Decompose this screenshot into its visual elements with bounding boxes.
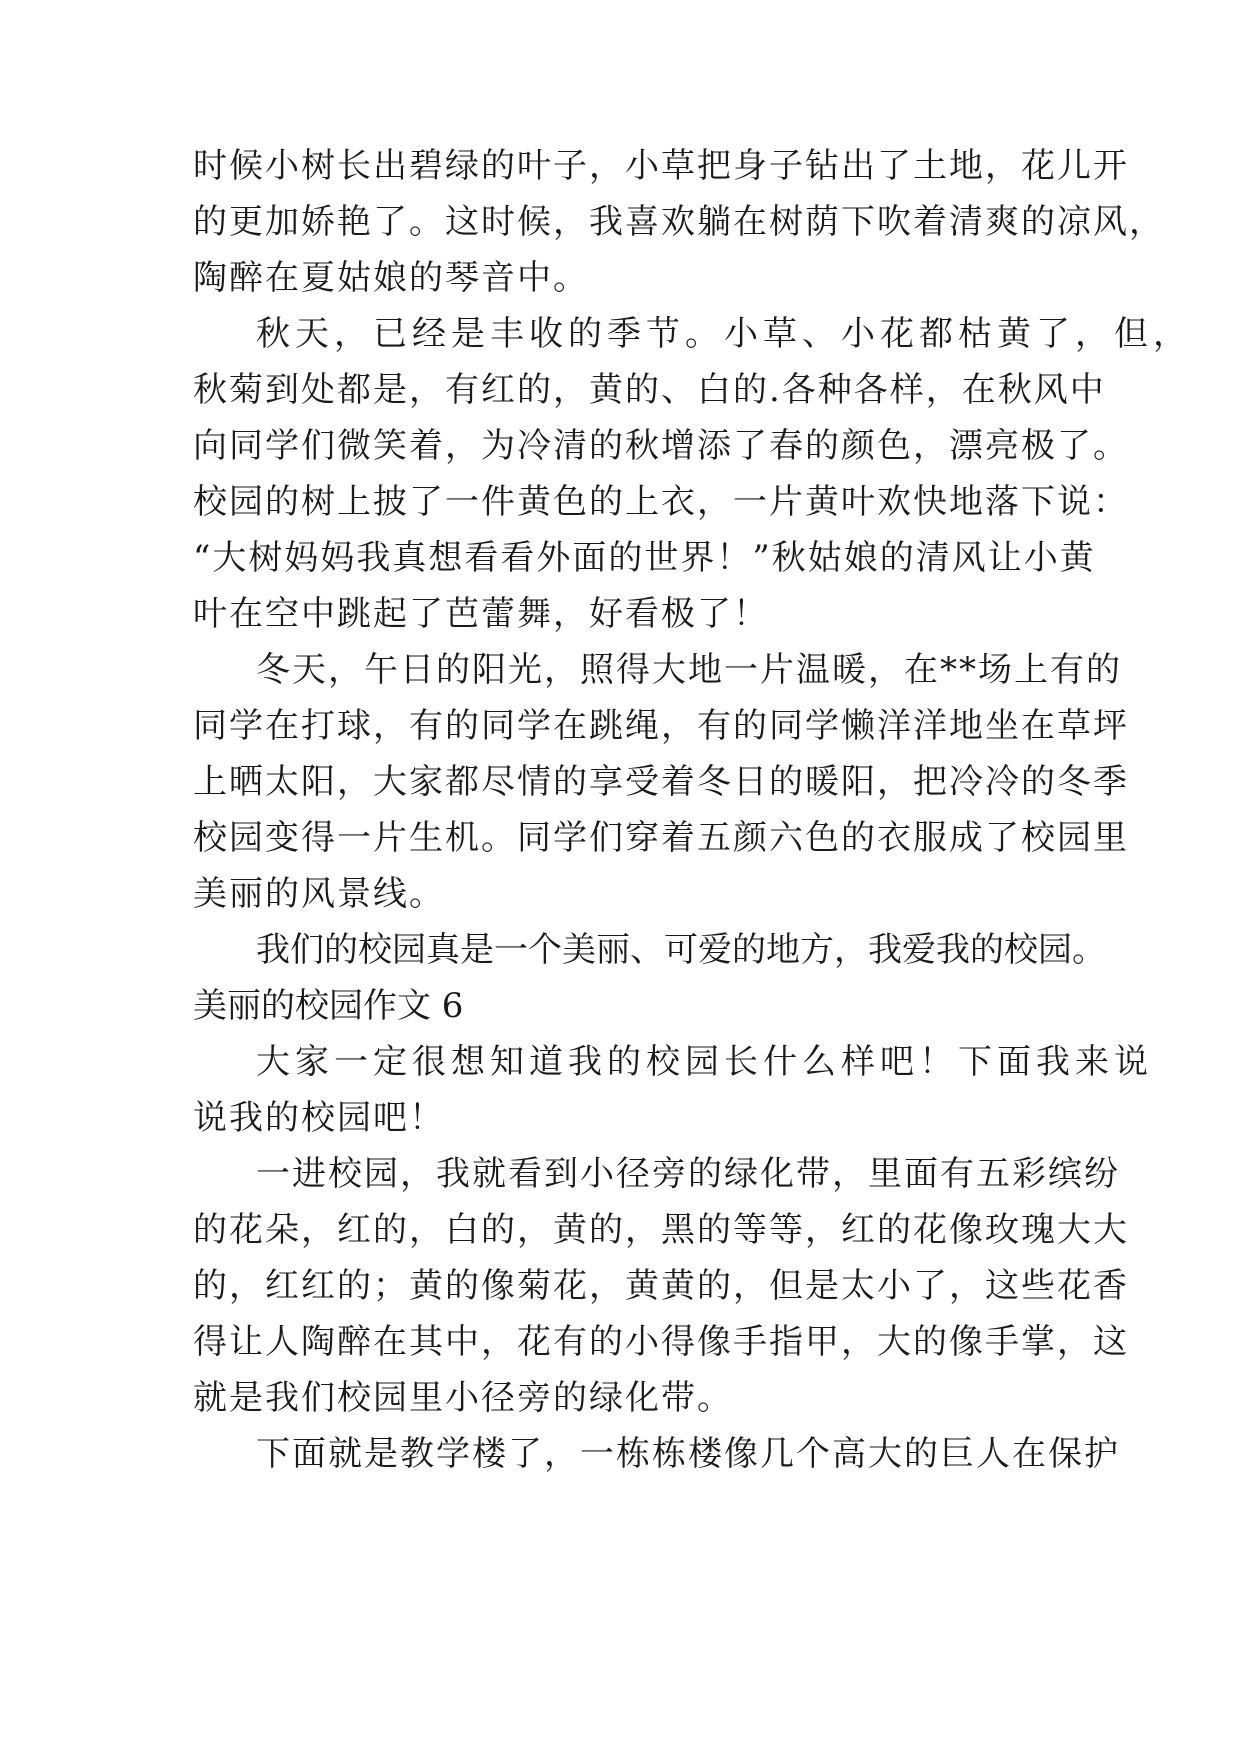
text-line: 的更加娇艳了。这时候，我喜欢躺在树荫下吹着清爽的凉风， [193,202,1165,242]
text-line: 说我的校园吧！ [193,1098,445,1138]
section-heading: 美丽的校园作文 6 [193,986,464,1026]
text-line: 冬天，午日的阳光，照得大地一片温暖，在**场上有的 [256,650,1122,690]
text-line: 的花朵，红的，白的，黄的，黑的等等，红的花像玫瑰大大 [193,1210,1129,1250]
text-line: 我们的校园真是一个美丽、可爱的地方，我爱我的校园。 [256,930,1106,970]
text-line: 时候小树长出碧绿的叶子，小草把身子钻出了土地，花儿开 [193,146,1129,186]
text-line: 下面就是教学楼了，一栋栋楼像几个高大的巨人在保护 [256,1434,1120,1474]
text-line: 美丽的风景线。 [193,874,445,914]
text-line: 大家一定很想知道我的校园长什么样吧！下面我来说 [256,1042,1153,1082]
text-line: 秋天，已经是丰收的季节。小草、小花都枯黄了，但， [256,314,1192,354]
text-line: 校园变得一片生机。同学们穿着五颜六色的衣服成了校园里 [193,818,1129,858]
text-line: 得让人陶醉在其中，花有的小得像手指甲，大的像手掌，这 [193,1322,1129,1362]
text-line: 校园的树上披了一件黄色的上衣，一片黄叶欢快地落下说： [193,482,1129,522]
text-line: 同学在打球，有的同学在跳绳，有的同学懒洋洋地坐在草坪 [193,706,1129,746]
text-line: 的，红红的；黄的像菊花，黄黄的，但是太小了，这些花香 [193,1266,1129,1306]
text-line: 向同学们微笑着，为冷清的秋增添了春的颜色，漂亮极了。 [193,426,1129,466]
text-line: 一进校园，我就看到小径旁的绿化带，里面有五彩缤纷 [256,1154,1120,1194]
text-line: 就是我们校园里小径旁的绿化带。 [193,1378,733,1418]
text-line: 陶醉在夏姑娘的琴音中。 [193,258,589,298]
text-line: 叶在空中跳起了芭蕾舞，好看极了！ [193,594,769,634]
text-line: “大树妈妈我真想看看外面的世界！”秋姑娘的清风让小黄 [193,538,1096,578]
text-line: 秋菊到处都是，有红的，黄的、白的.各种各样，在秋风中 [193,370,1106,410]
text-line: 上晒太阳，大家都尽情的享受着冬日的暖阳，把冷冷的冬季 [193,762,1129,802]
